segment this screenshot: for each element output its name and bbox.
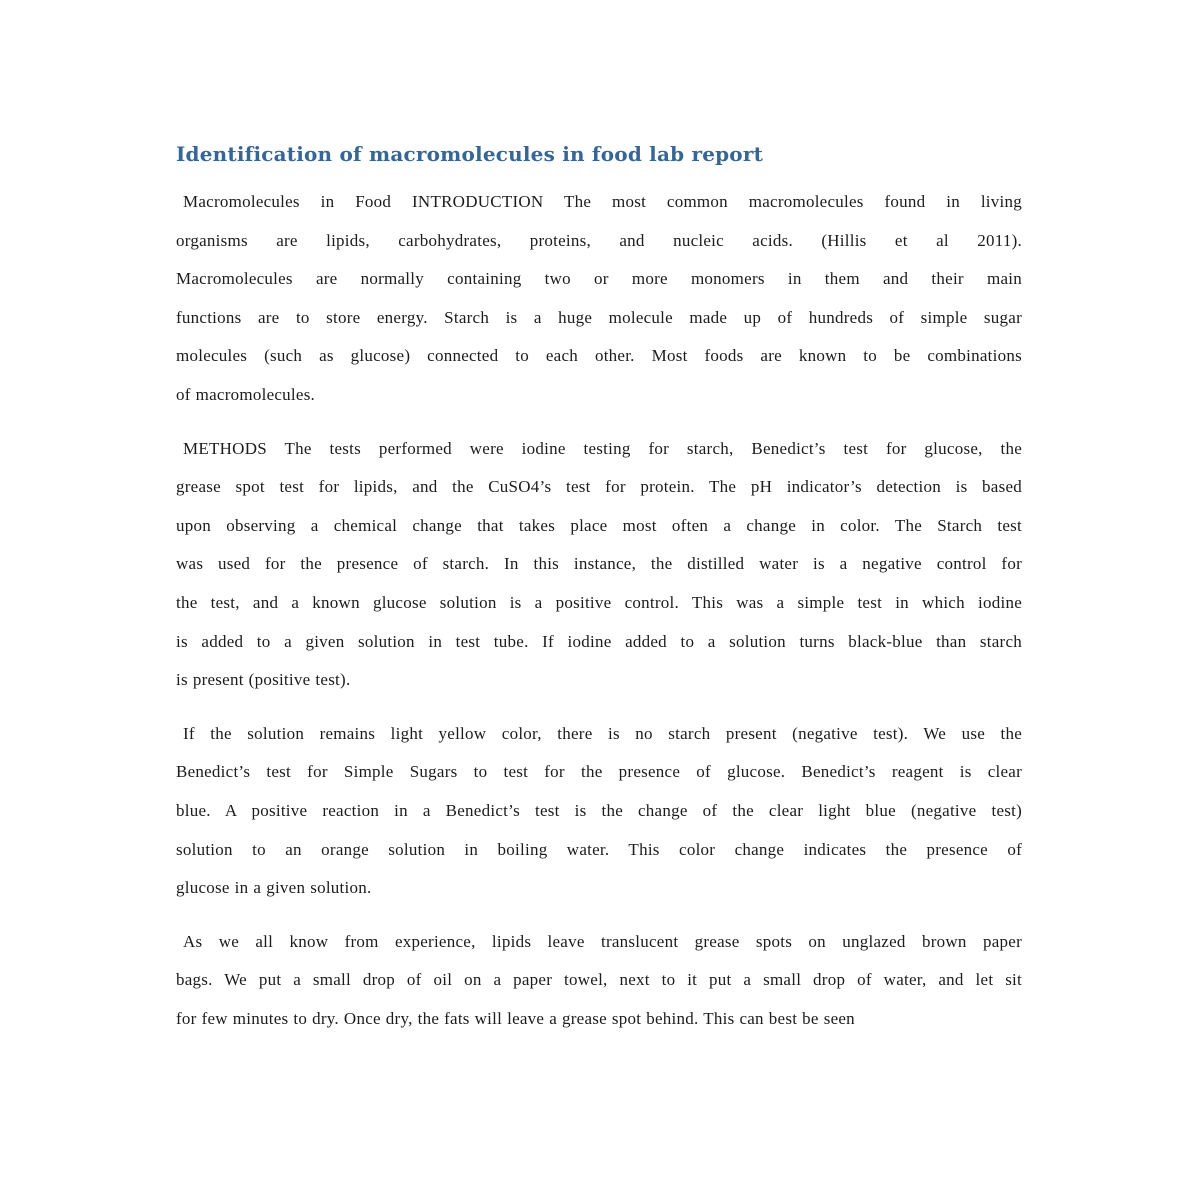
text-line: bags. We put a small drop of oil on a paper towel, next to it put a small drop of water, and let sit bbox=[176, 970, 1022, 990]
text-line: for few minutes to dry. Once dry, the fats will leave a grease spot behind. This can best be seen bbox=[176, 1008, 855, 1028]
text-line: the test, and a known glucose solution is a positive control. This was a simple test in which iodine bbox=[176, 592, 1022, 612]
document-title: Identification of macromolecules in food lab report bbox=[176, 142, 764, 166]
paragraph bbox=[176, 715, 1022, 908]
text-line: As we all know from experience, lipids leave translucent grease spots on unglazed brown paper bbox=[183, 931, 1022, 951]
text-line: molecules (such as glucose) connected to each other. Most foods are known to be combinations bbox=[176, 346, 1022, 366]
text-line: Macromolecules are normally containing two or more monomers in them and their main bbox=[176, 269, 1022, 289]
text-line: If the solution remains light yellow color, there is no starch present (negative test). We use the bbox=[183, 723, 1022, 743]
text-line: Benedict’s test for Simple Sugars to test for the presence of glucose. Benedict’s reagent is clear bbox=[176, 762, 1022, 782]
text-line: METHODS The tests performed were iodine testing for starch, Benedict’s test for glucose, the bbox=[183, 438, 1022, 458]
text-line: of macromolecules. bbox=[176, 384, 316, 404]
paragraph bbox=[176, 923, 1022, 1039]
text-line: grease spot test for lipids, and the CuSO4’s test for protein. The pH indicator’s detection is based bbox=[176, 477, 1022, 497]
text-line: blue. A positive reaction in a Benedict’s test is the change of the clear light blue (negative test) bbox=[176, 800, 1022, 820]
text-line: glucose in a given solution. bbox=[176, 878, 372, 898]
document-body bbox=[176, 183, 1022, 1038]
text-line: is present (positive test). bbox=[176, 670, 351, 690]
text-line: functions are to store energy. Starch is a huge molecule made up of hundreds of simple sugar bbox=[176, 307, 1022, 327]
text-line: Macromolecules in Food INTRODUCTION The most common macromolecules found in living bbox=[183, 192, 1022, 211]
paragraph bbox=[176, 183, 1022, 415]
text-line: organisms are lipids, carbohydrates, proteins, and nucleic acids. (Hillis et al 2011). bbox=[176, 230, 1022, 250]
text-line: was used for the presence of starch. In this instance, the distilled water is a negative control for bbox=[176, 554, 1022, 574]
text-line: solution to an orange solution in boiling water. This color change indicates the presence of bbox=[176, 839, 1022, 859]
paragraph bbox=[176, 430, 1022, 700]
text-line: is added to a given solution in test tube. If iodine added to a solution turns black-blue than starch bbox=[176, 631, 1022, 651]
text-line: upon observing a chemical change that takes place most often a change in color. The Starch test bbox=[176, 515, 1022, 535]
